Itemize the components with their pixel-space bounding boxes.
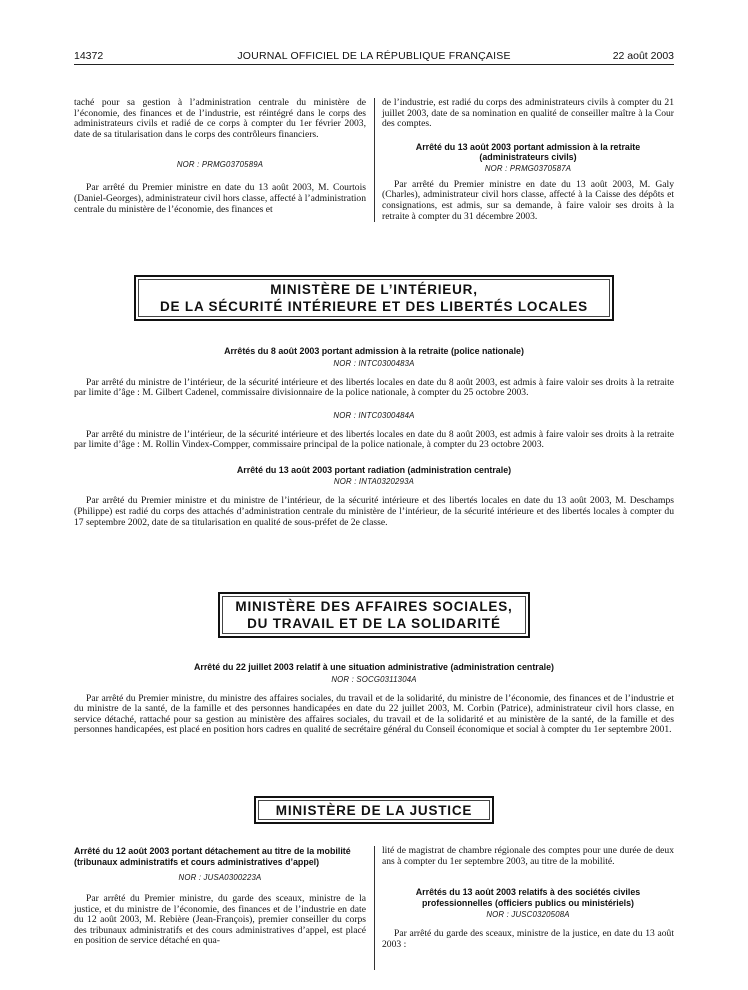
- nor-reference: NOR : JUSA0300223A: [178, 873, 262, 882]
- journal-title: JOURNAL OFFICIEL DE LA RÉPUBLIQUE FRANÇAISE: [237, 50, 511, 62]
- justice-right-column: [382, 846, 674, 950]
- paragraph: Par arrêté du garde des sceaux, ministre de la justice, en date du 13 août 2003 :: [382, 928, 674, 950]
- top-right-column: [382, 98, 674, 222]
- nor-reference: NOR : PRMG0370589A: [176, 160, 264, 170]
- top-left-column: [74, 98, 366, 215]
- paragraph: de l’industrie, est radié du corps des administrateurs civils à compter du 21 juillet 2003, date de sa nomination en qualité de conseiller maître à la Cour des comptes.: [382, 97, 674, 130]
- ministry-line: DU TRAVAIL ET DE LA SOLIDARITÉ: [247, 616, 501, 631]
- nor-reference: NOR : INTA0320293A: [333, 477, 415, 487]
- paragraph: Par arrêté du Premier ministre, du garde des sceaux, ministre de la justice, et du ministre de l’économie, des finances et de l’industrie en date du 12 août 2003, M. Rebière (Jean-François), premier conseiller du corps des tribunaux administratifs et des cours administratives d’appel, est placé en position de service détaché en qua-: [74, 893, 366, 947]
- paragraph: lité de magistrat de chambre régionale des comptes pour une durée de deux ans à compter du 1er septembre 2003, au titre de la mobilité.: [382, 845, 674, 867]
- page-number: 14372: [74, 50, 104, 62]
- issue-date: 22 août 2003: [612, 50, 674, 62]
- decree-title: Arrêté du 12 août 2003 portant détachement au titre de la mobilité (tribunaux administratifs et cours administratives d’appel): [74, 846, 351, 867]
- decree-title: Arrêtés du 8 août 2003 portant admission à la retraite (police nationale): [224, 346, 524, 356]
- nor-reference: NOR : PRMG0370587A: [484, 163, 572, 173]
- paragraph: Par arrêté du Premier ministre en date du 13 août 2003, M. Galy (Charles), administrateur civil hors classe, affecté à la Caisse des dépôts et consignations, est admis, sur sa demande, à faire valoir ses droits à la retraite à compter du 31 décembre 2003.: [382, 178, 674, 222]
- interieur-section: [74, 346, 674, 528]
- nor-reference: NOR : INTC0300483A: [333, 358, 415, 368]
- ministry-line: MINISTÈRE DES AFFAIRES SOCIALES,: [235, 599, 513, 614]
- decree-title: Arrêté du 22 juillet 2003 relatif à une situation administrative (administration centrale): [193, 662, 555, 672]
- decree-title: Arrêtés du 13 août 2003 relatifs à des sociétés civiles professionnelles (officiers publics ou ministériels): [415, 887, 641, 908]
- column-divider: [374, 846, 375, 970]
- ministry-line: MINISTÈRE DE L’INTÉRIEUR,: [270, 282, 478, 297]
- paragraph: Par arrêté du ministre de l’intérieur, de la sécurité intérieure et des libertés locales en date du 8 août 2003, est admis à faire valoir ses droits à la retraite par limite d’âge : M. Gilbert Cadenel, commissaire divisionnaire de la police nationale, à compter du 25 octobre 2003.: [74, 376, 674, 399]
- ministry-line: MINISTÈRE DE LA JUSTICE: [275, 803, 473, 818]
- paragraph: Par arrêté du Premier ministre, du ministre des affaires sociales, du travail et de la solidarité, du ministre de l’économie, des finances et de l’industrie et du ministre de la santé, de la famille et des personnes handicapées en date du 22 juillet 2003, M. Corbin (Patrice), administrateur civil hors classe, en service détaché, rattaché pour sa gestion au ministère des affaires sociales, du travail et de la solidarité et au ministère de la santé, de la famille et des personnes handicapées, est placé en position hors cadres en qualité de secrétaire général du Conseil économique et social à compter du 1er septembre 2001.: [74, 692, 674, 736]
- nor-reference: NOR : JUSC0320508A: [486, 910, 570, 920]
- column-divider: [374, 98, 375, 222]
- paragraph: Par arrêté du Premier ministre en date du 13 août 2003, M. Courtois (Daniel-Georges), administrateur civil hors classe, affecté à l’administration centrale du ministère de l’économie, des finances et: [74, 182, 366, 215]
- ministry-heading-affaires-sociales: [218, 592, 530, 638]
- ministry-heading-interieur: [134, 275, 614, 321]
- paragraph: Par arrêté du Premier ministre et du ministre de l’intérieur, de la sécurité intérieure et des libertés locales en date du 13 août 2003, M. Deschamps (Philippe) est radié du corps des attachés d’administration centrale du ministère de l’intérieur, de la sécurité intérieure et des libertés locales à compter du 17 septembre 2002, date de sa titularisation en qualité de sous-préfet de 2e classe.: [74, 495, 674, 528]
- decree-title: Arrêté du 13 août 2003 portant admission à la retraite (administrateurs civils): [415, 141, 641, 163]
- nor-reference: NOR : INTC0300484A: [333, 410, 415, 420]
- paragraph: taché pour sa gestion à l’administration centrale du ministère de l’économie, des finances et de l’industrie, est réintégré dans le corps des administrateurs civils et radié de ce corps à compter du 1er février 2003, date de sa titularisation dans le corps des contrôleurs financiers.: [74, 97, 366, 140]
- justice-left-column: [74, 846, 366, 947]
- ministry-line: DE LA SÉCURITÉ INTÉRIEURE ET DES LIBERTÉS LOCALES: [160, 299, 588, 314]
- nor-reference: NOR : SOCG0311304A: [331, 674, 417, 684]
- paragraph: Par arrêté du ministre de l’intérieur, de la sécurité intérieure et des libertés locales en date du 8 août 2003, est admis à faire valoir ses droits à la retraite par limite d’âge : M. Rollin Vindex-Compper, commissaire principal de la police nationale, à compter du 23 octobre 2003.: [74, 428, 674, 451]
- page-header: [74, 48, 674, 65]
- affaires-sociales-section: [74, 662, 674, 736]
- decree-title: Arrêté du 13 août 2003 portant radiation (administration centrale): [236, 464, 512, 475]
- ministry-heading-justice: [254, 796, 494, 824]
